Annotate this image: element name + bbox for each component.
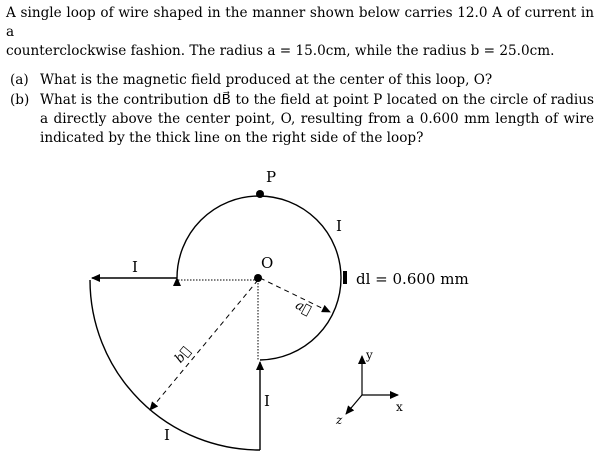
dl-label: dl = 0.600 mm (356, 270, 469, 288)
label-P: P (266, 168, 277, 186)
part-a-label: (a) (10, 72, 29, 88)
axis-x-label: x (396, 400, 403, 414)
label-I-left: I (132, 258, 138, 276)
intro-line-1: A single loop of wire shaped in the manner shown below carries 12.0 A of current in a (6, 5, 594, 40)
large-arc-wire (90, 280, 260, 450)
axis-y-label: y (366, 348, 373, 362)
label-I-bottom-left: I (164, 426, 170, 444)
label-I-bottom-center: I (264, 392, 270, 410)
label-b: b⃗ (172, 344, 194, 367)
axis-z-line (346, 395, 362, 414)
part-b-label: (b) (10, 92, 30, 108)
point-P (256, 190, 264, 198)
point-O (254, 274, 262, 282)
label-O: O (261, 254, 274, 272)
label-I-right: I (336, 217, 342, 235)
part-b-text: What is the contribution dB⃗ to the field at point P located on the circle of radius a directly above the center point, O, resulting from a 0.600 mm length of wire indicated by the thick line on the right side of the loop? (40, 92, 594, 146)
intro-line-2: counterclockwise fashion. The radius a = 15.0cm, while the radius b = 25.0cm. (6, 43, 555, 59)
radius-b-vector (150, 280, 258, 410)
axis-z-label: z (336, 413, 343, 427)
part-a-text: What is the magnetic field produced at the center of this loop, O? (40, 72, 493, 88)
label-a: a⃗ (292, 297, 314, 319)
